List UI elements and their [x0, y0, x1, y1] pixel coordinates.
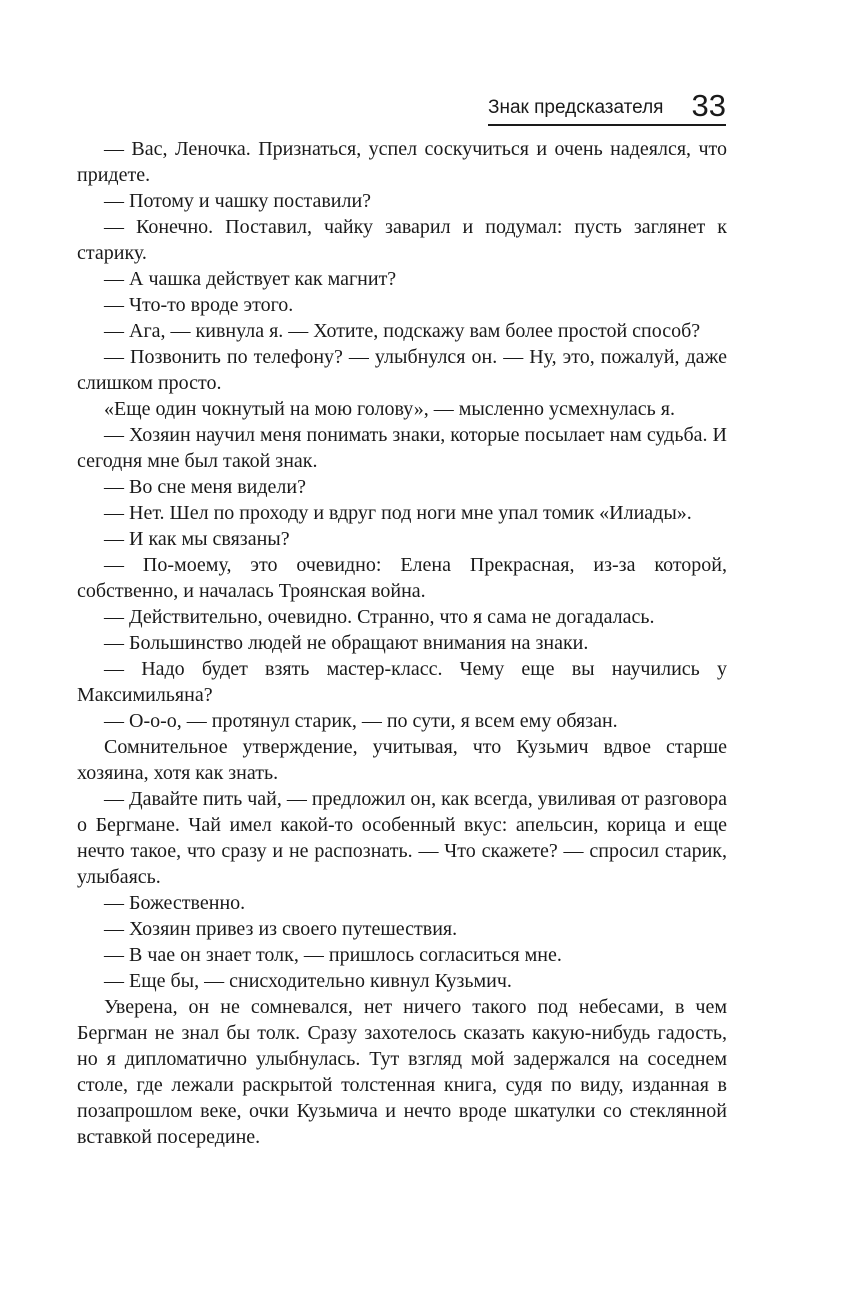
paragraph: «Еще один чокнутый на мою голову», — мысленно усмехнулась я.	[104, 398, 675, 420]
paragraph: — Что-то вроде этого.	[104, 294, 294, 316]
paragraph: — А чашка действует как магнит?	[104, 268, 397, 290]
paragraph: — Хозяин научил меня понимать знаки, которые посылает нам судьба. И сегодня мне был такой знак.	[77, 424, 727, 472]
paragraph: Сомнительное утверждение, учитывая, что Кузьмич вдвое старше хозяина, хотя как знать.	[77, 736, 727, 784]
paragraph: — Большинство людей не обращают внимания на знаки.	[104, 632, 589, 654]
paragraph: — Божественно.	[104, 892, 246, 914]
paragraph: — Хозяин привез из своего путешествия.	[104, 918, 458, 940]
paragraph: — Конечно. Поставил, чайку заварил и подумал: пусть заглянет к старику.	[77, 216, 727, 264]
paragraph: — Нет. Шел по проходу и вдруг под ноги мне упал томик «Илиады».	[104, 502, 692, 524]
paragraph: — Действительно, очевидно. Странно, что я сама не догадалась.	[104, 606, 655, 628]
paragraph: — Во сне меня видели?	[104, 476, 306, 498]
paragraph: Уверена, он не сомневался, нет ничего такого под небесами, в чем Бергман не знал бы толк. Сразу захотелось сказать какую-нибудь гадость, но я дипломатично улыбнулась. Тут взгляд мой задержался на соседнем столе, где лежали раскрытой толстенная книга, судя по виду, изданная в позапрошлом веке, очки Кузьмича и нечто вроде шкатулки со стеклянной вставкой посередине.	[77, 996, 727, 1148]
paragraph: — О-о-о, — протянул старик, — по сути, я всем ему обязан.	[104, 710, 618, 732]
paragraph: — Потому и чашку поставили?	[104, 190, 372, 212]
paragraph: — Вас, Леночка. Признаться, успел соскучиться и очень надеялся, что придете.	[77, 138, 727, 186]
paragraph: — Еще бы, — снисходительно кивнул Кузьмич.	[104, 970, 512, 992]
text-body	[77, 136, 727, 1150]
paragraph: — Надо будет взять мастер-класс. Чему еще вы научились у Максимильяна?	[77, 658, 727, 706]
paragraph: — В чае он знает толк, — пришлось согласиться мне.	[104, 944, 562, 966]
paragraph: — По-моему, это очевидно: Елена Прекрасная, из-за которой, собственно, и началась Троянская война.	[77, 554, 727, 602]
paragraph: — Позвонить по телефону? — улыбнулся он. — Ну, это, пожалуй, даже слишком просто.	[77, 346, 727, 394]
paragraph: — И как мы связаны?	[104, 528, 290, 550]
page-number: 33	[691, 88, 726, 123]
running-header	[488, 84, 726, 126]
paragraph: — Ага, — кивнула я. — Хотите, подскажу вам более простой способ?	[104, 320, 701, 342]
paragraph: — Давайте пить чай, — предложил он, как всегда, увиливая от разговора о Бергмане. Чай имел какой-то особенный вкус: апельсин, корица и еще нечто такое, что сразу и не распознать. — Что скажете? — спросил старик, улыбаясь.	[77, 788, 727, 888]
running-title: Знак предсказателя	[488, 97, 664, 118]
